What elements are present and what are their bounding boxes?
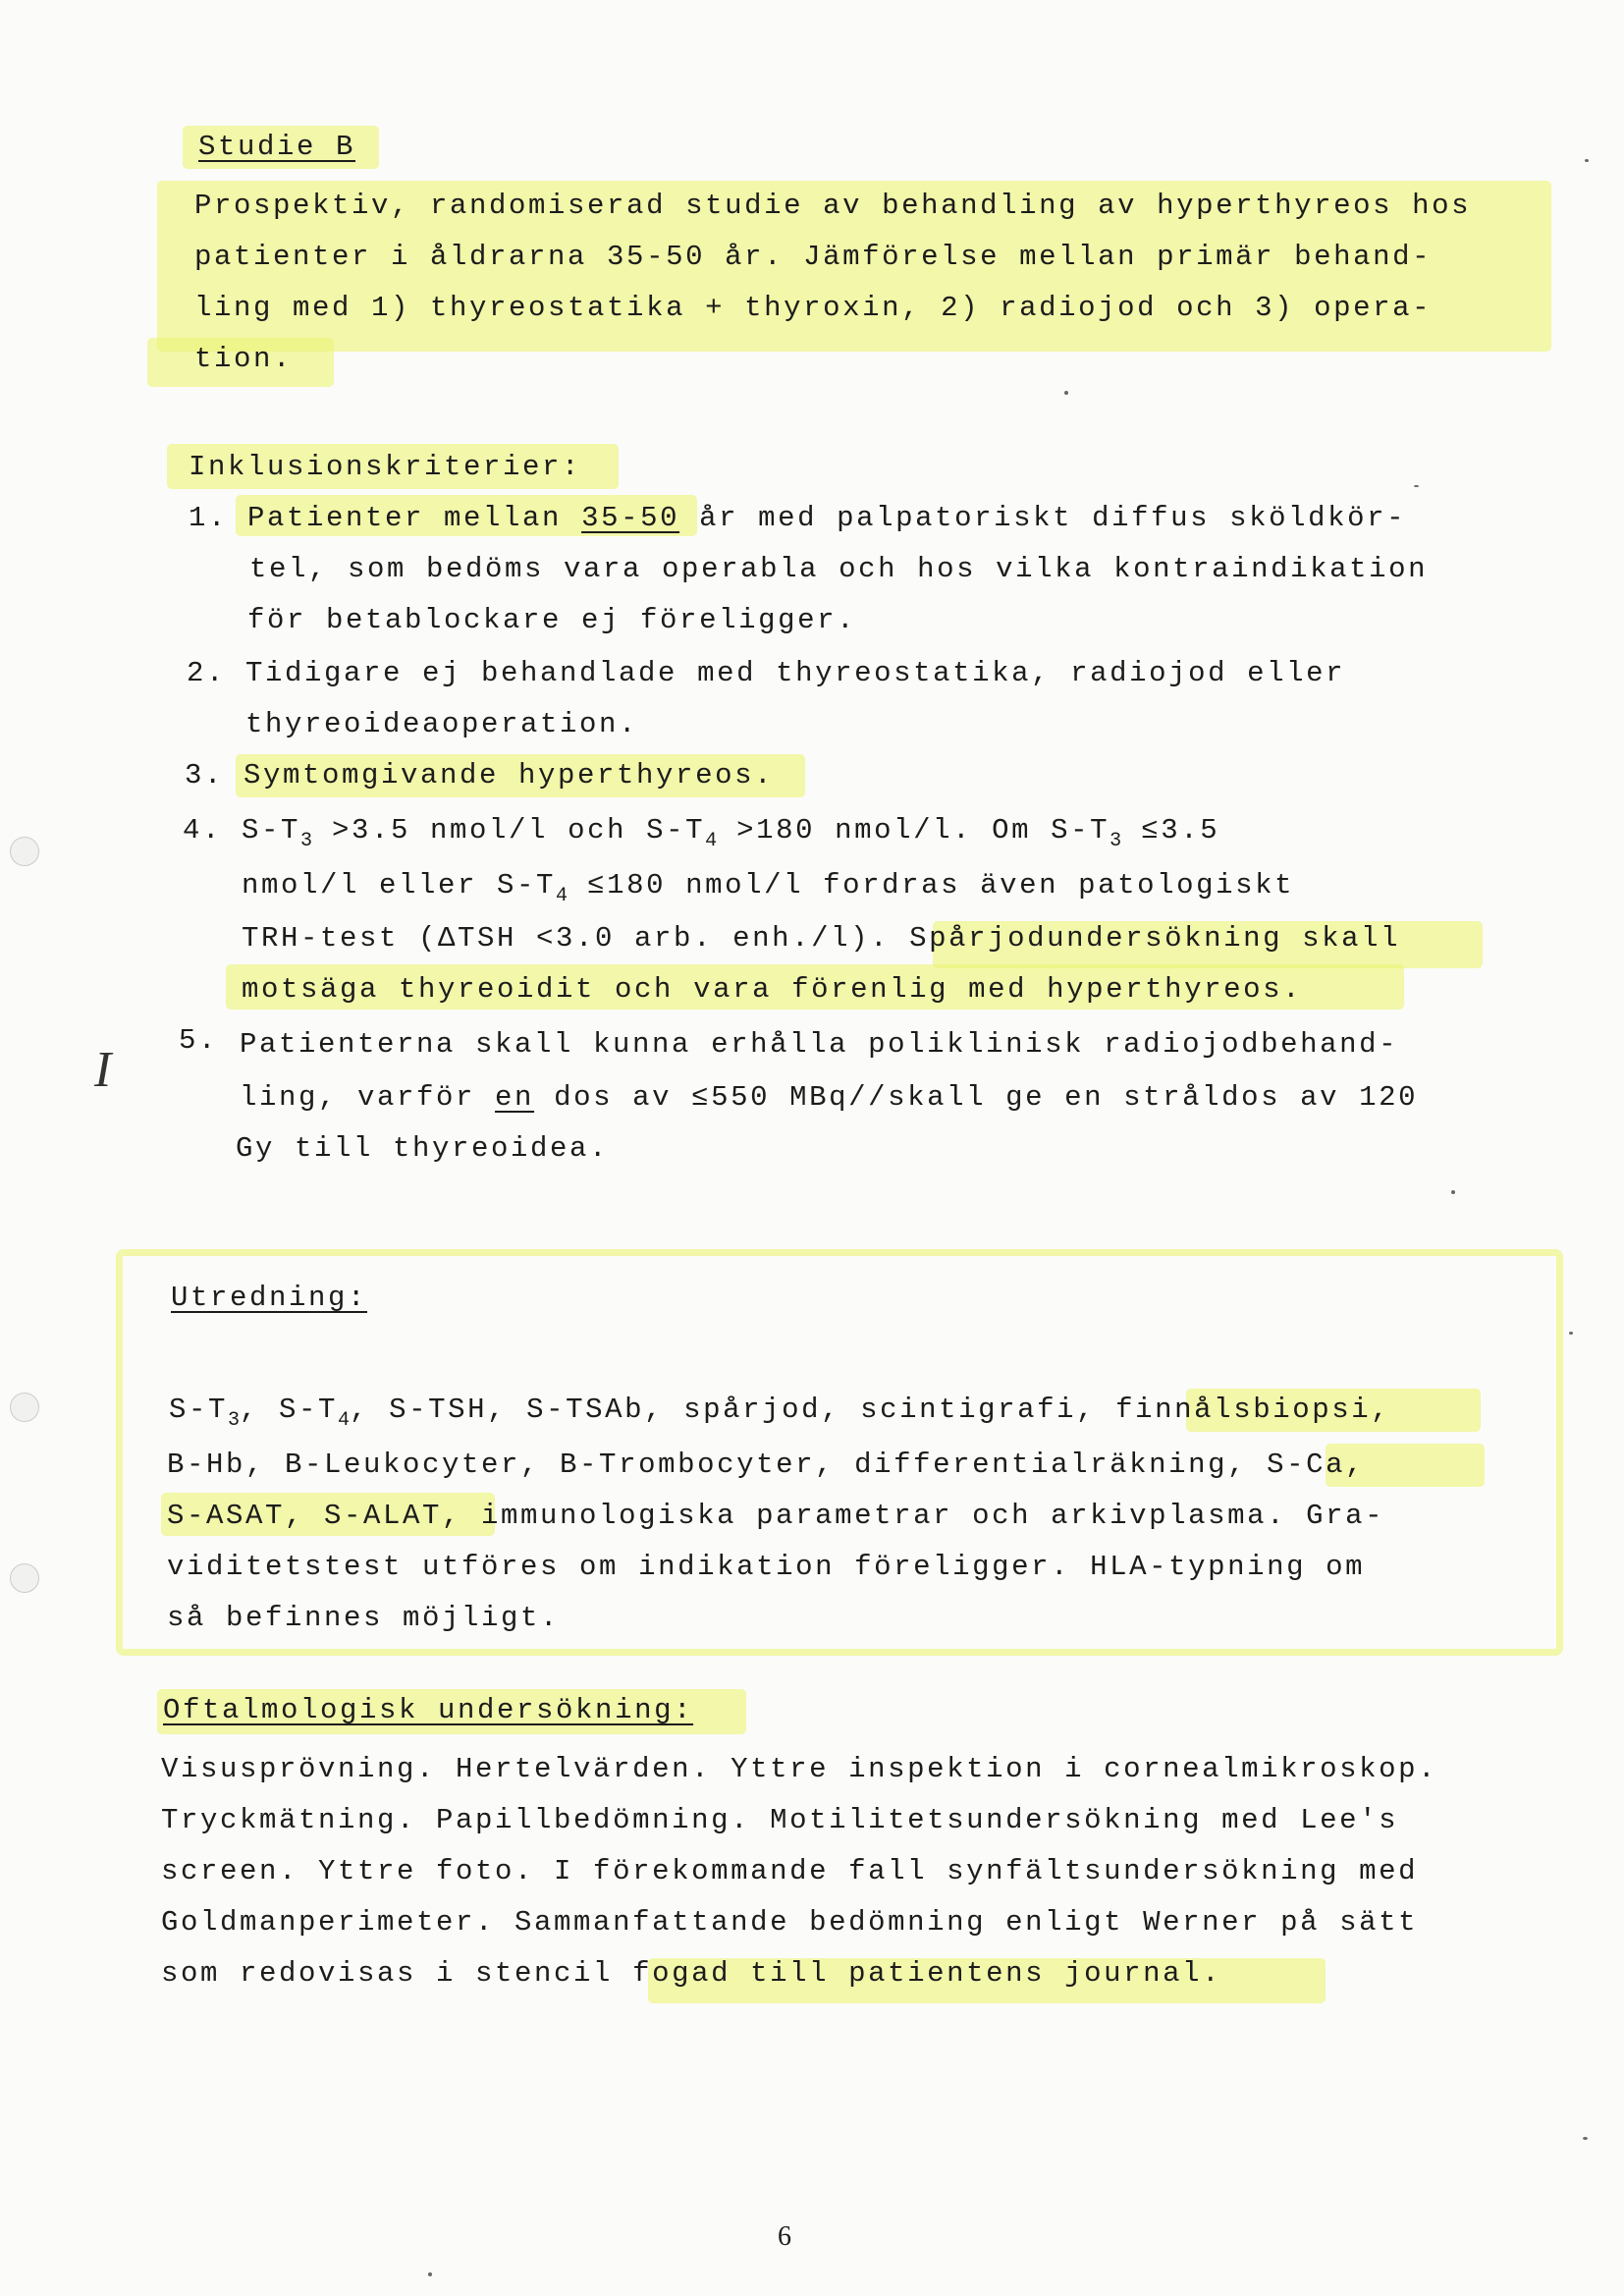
item4-line-4: motsäga thyreoidit och vara förenlig med hyperthyreos. — [242, 973, 1303, 1006]
punch-hole — [10, 1563, 39, 1593]
item1-line-1: Patienter mellan 35-50 år med palpatoriskt diffus sköldkör- — [247, 502, 1407, 534]
utredning-line-3: S-ASAT, S-ALAT, immunologiska parametrar och arkivplasma. Gra- — [167, 1500, 1385, 1532]
item1-line-3: för betablockare ej föreligger. — [247, 604, 857, 636]
studie-heading: Studie B — [198, 131, 356, 163]
item1-line-2: tel, som bedöms vara operabla och hos vilka kontraindikation — [249, 553, 1429, 585]
oftalmologisk-line-4: Goldmanperimeter. Sammanfattande bedömning enligt Werner på sätt — [161, 1906, 1419, 1939]
oftalmologisk-line-5: som redovisas i stencil fogad till patientens journal. — [161, 1957, 1222, 1990]
item2-line-2: thyreoideaoperation. — [245, 708, 639, 740]
item4-number: 4. — [183, 814, 223, 847]
page-number: 6 — [778, 2221, 791, 2252]
item5-number: 5. — [179, 1024, 219, 1057]
item3-number: 3. — [185, 759, 225, 792]
item5-line-2: ling, varför en dos av ≤550 MBq//skall ge en stråldos av 120 — [240, 1081, 1419, 1114]
item5-line-3: Gy till thyreoidea. — [236, 1132, 610, 1165]
punch-hole — [10, 1393, 39, 1422]
speck — [1569, 1332, 1573, 1335]
utredning-line-4: viditetstest utföres om indikation föreligger. HLA-typning om — [167, 1551, 1366, 1583]
studie-line-3: ling med 1) thyreostatika + thyroxin, 2) radiojod och 3) opera- — [194, 292, 1433, 324]
item1-number: 1. — [189, 502, 229, 534]
studie-line-1: Prospektiv, randomiserad studie av behandling av hyperthyreos hos — [194, 190, 1472, 222]
item2-line-1: Tidigare ej behandlade med thyreostatika, radiojod eller — [245, 657, 1346, 689]
item4-line-2: nmol/l eller $S-T_4 \le 180$ nmol/l fordras även patologiskt — [242, 869, 1295, 907]
speck — [1585, 159, 1589, 162]
oftalmologisk-heading: Oftalmologisk undersökning: — [163, 1694, 694, 1726]
item4-line-1: $S-T_3 >3.5$ nmol/l och $S-T_4 >180$ nmol/l. Om $S-T_3 \le 3.5$ — [242, 814, 1220, 852]
utredning-line-1: $S-T_3$, $S-T_4$, S-TSH, S-TSAb, spårjod, scintigrafi, finnålsbiopsi, — [169, 1394, 1391, 1432]
margin-roman-numeral: I — [94, 1042, 112, 1098]
oftalmologisk-line-3: screen. Yttre foto. I förekommande fall synfältsundersökning med — [161, 1855, 1419, 1887]
studie-line-4: tion. — [194, 343, 294, 375]
speck — [1451, 1190, 1455, 1194]
speck — [1583, 2137, 1588, 2140]
utredning-line-2: B-Hb, B-Leukocyter, B-Trombocyter, differentialräkning, S-Ca, — [167, 1449, 1366, 1481]
speck — [428, 2272, 432, 2276]
utredning-heading: Utredning: — [171, 1282, 368, 1314]
item2-number: 2. — [187, 657, 227, 689]
inclusion-heading: Inklusionskriterier: — [189, 451, 582, 483]
studie-line-2: patienter i åldrarna 35-50 år. Jämförelse mellan primär behand- — [194, 241, 1433, 273]
oftalmologisk-line-1: Visusprövning. Hertelvärden. Yttre inspektion i cornealmikroskop. — [161, 1753, 1438, 1785]
oftalmologisk-line-2: Tryckmätning. Papillbedömning. Motilitetsundersökning med Lee's — [161, 1804, 1399, 1836]
utredning-line-5: så befinnes möjligt. — [167, 1602, 561, 1634]
item5-line-1: Patienterna skall kunna erhålla poliklinisk radiojodbehand- — [240, 1028, 1399, 1061]
speck — [1414, 485, 1419, 487]
punch-hole — [10, 837, 39, 866]
item3-line-1: Symtomgivande hyperthyreos. — [244, 759, 775, 792]
item4-line-3: TRH-test (ΔTSH <3.0 arb. enh./l). Spårjodundersökning skall — [242, 922, 1401, 955]
speck — [1064, 391, 1068, 395]
